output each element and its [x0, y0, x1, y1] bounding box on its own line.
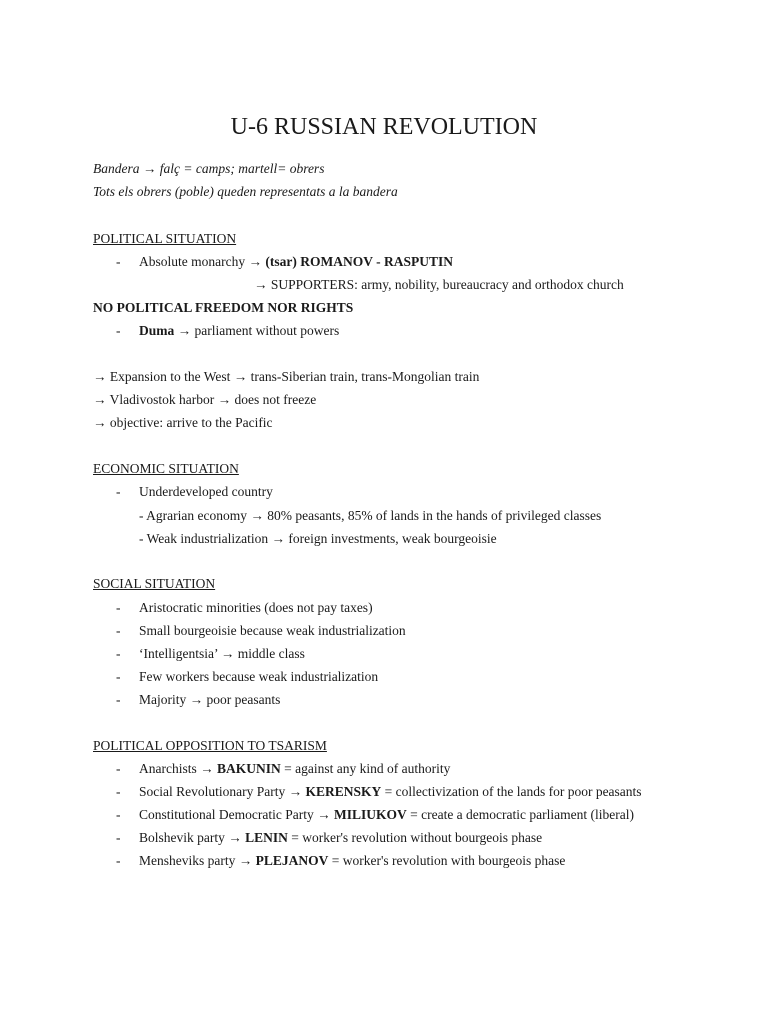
item-text-bold: Duma — [139, 323, 175, 338]
list-item-text: Underdeveloped country — [139, 484, 273, 499]
item-text-post: = worker's revolution without bourgeois phase — [287, 830, 543, 845]
heading-social-situation: SOCIAL SITUATION — [93, 576, 216, 591]
item-text-pre: Constitutional Democratic Party → — [139, 807, 334, 822]
item-text-pre: Mensheviks party → — [139, 853, 256, 868]
item-text-post: = worker's revolution with bourgeois phase — [328, 853, 566, 868]
item-text-post: = create a democratic parliament (liberal) — [406, 807, 634, 822]
item-text-pre: Anarchists → — [139, 761, 217, 776]
list-item-text — [139, 807, 634, 823]
bullet-dash: - — [116, 600, 121, 615]
list-item-text — [139, 254, 453, 270]
item-text-post: = collectivization of the lands for poor peasants — [381, 784, 642, 799]
item-text-pre: Bolshevik party → — [139, 830, 246, 845]
expansion-line-2: → Vladivostok harbor → does not freeze — [93, 392, 317, 407]
document-title: U-6 RUSSIAN REVOLUTION — [230, 114, 538, 140]
item-text-post: → parliament without powers — [174, 323, 340, 338]
item-text-pre: Absolute monarchy → — [139, 254, 266, 269]
bullet-dash: - — [116, 484, 121, 499]
list-item-text — [139, 323, 339, 339]
list-item-text — [139, 830, 542, 846]
item-text-post: = against any kind of authority — [280, 761, 451, 776]
heading-economic-situation: ECONOMIC SITUATION — [93, 461, 239, 476]
bullet-dash: - — [116, 692, 121, 707]
item-text-bold: (tsar) ROMANOV - RASPUTIN — [265, 254, 453, 269]
bullet-dash: - — [116, 853, 121, 868]
leader-name: KERENSKY — [305, 784, 382, 799]
leader-name: BAKUNIN — [217, 761, 281, 776]
leader-name: PLEJANOV — [255, 853, 329, 868]
heading-political-opposition: POLITICAL OPPOSITION TO TSARISM — [93, 738, 327, 753]
list-item-text: Aristocratic minorities (does not pay taxes) — [139, 600, 373, 615]
list-item-text: Few workers because weak industrialization — [139, 669, 379, 684]
leader-name: MILIUKOV — [333, 807, 407, 822]
bullet-dash: - — [116, 807, 121, 822]
bullet-dash: - — [116, 830, 121, 845]
bullet-dash: - — [116, 323, 121, 338]
leader-name: LENIN — [245, 830, 288, 845]
bullet-dash: - — [116, 669, 121, 684]
sub-item-agrarian: - Agrarian economy → 80% peasants, 85% of lands in the hands of privileged classes — [139, 508, 602, 523]
expansion-line-1: → Expansion to the West → trans-Siberian train, trans-Mongolian train — [93, 369, 480, 384]
supporters-line: → SUPPORTERS: army, nobility, bureaucracy and orthodox church — [254, 277, 624, 292]
bullet-dash: - — [116, 646, 121, 661]
list-item-text — [139, 853, 565, 869]
expansion-line-3: → objective: arrive to the Pacific — [93, 415, 273, 430]
list-item-text — [139, 784, 642, 800]
list-item-text: Majority → poor peasants — [139, 692, 281, 707]
list-item-text — [139, 761, 450, 777]
sub-item-industrialization: - Weak industrialization → foreign investments, weak bourgeoisie — [139, 531, 497, 546]
no-freedom-line: NO POLITICAL FREEDOM NOR RIGHTS — [93, 300, 354, 315]
intro-line-workers: Tots els obrers (poble) queden representats a la bandera — [93, 184, 398, 199]
bullet-dash: - — [116, 254, 121, 269]
item-text-pre: Social Revolutionary Party → — [139, 784, 306, 799]
bullet-dash: - — [116, 623, 121, 638]
bullet-dash: - — [116, 784, 121, 799]
bullet-dash: - — [116, 761, 121, 776]
list-item-text: ‘Intelligentsia’ → middle class — [139, 646, 305, 661]
heading-political-situation: POLITICAL SITUATION — [93, 231, 237, 246]
list-item-text: Small bourgeoisie because weak industrialization — [139, 623, 406, 638]
intro-line-flag: Bandera → falç = camps; martell= obrers — [93, 161, 325, 176]
